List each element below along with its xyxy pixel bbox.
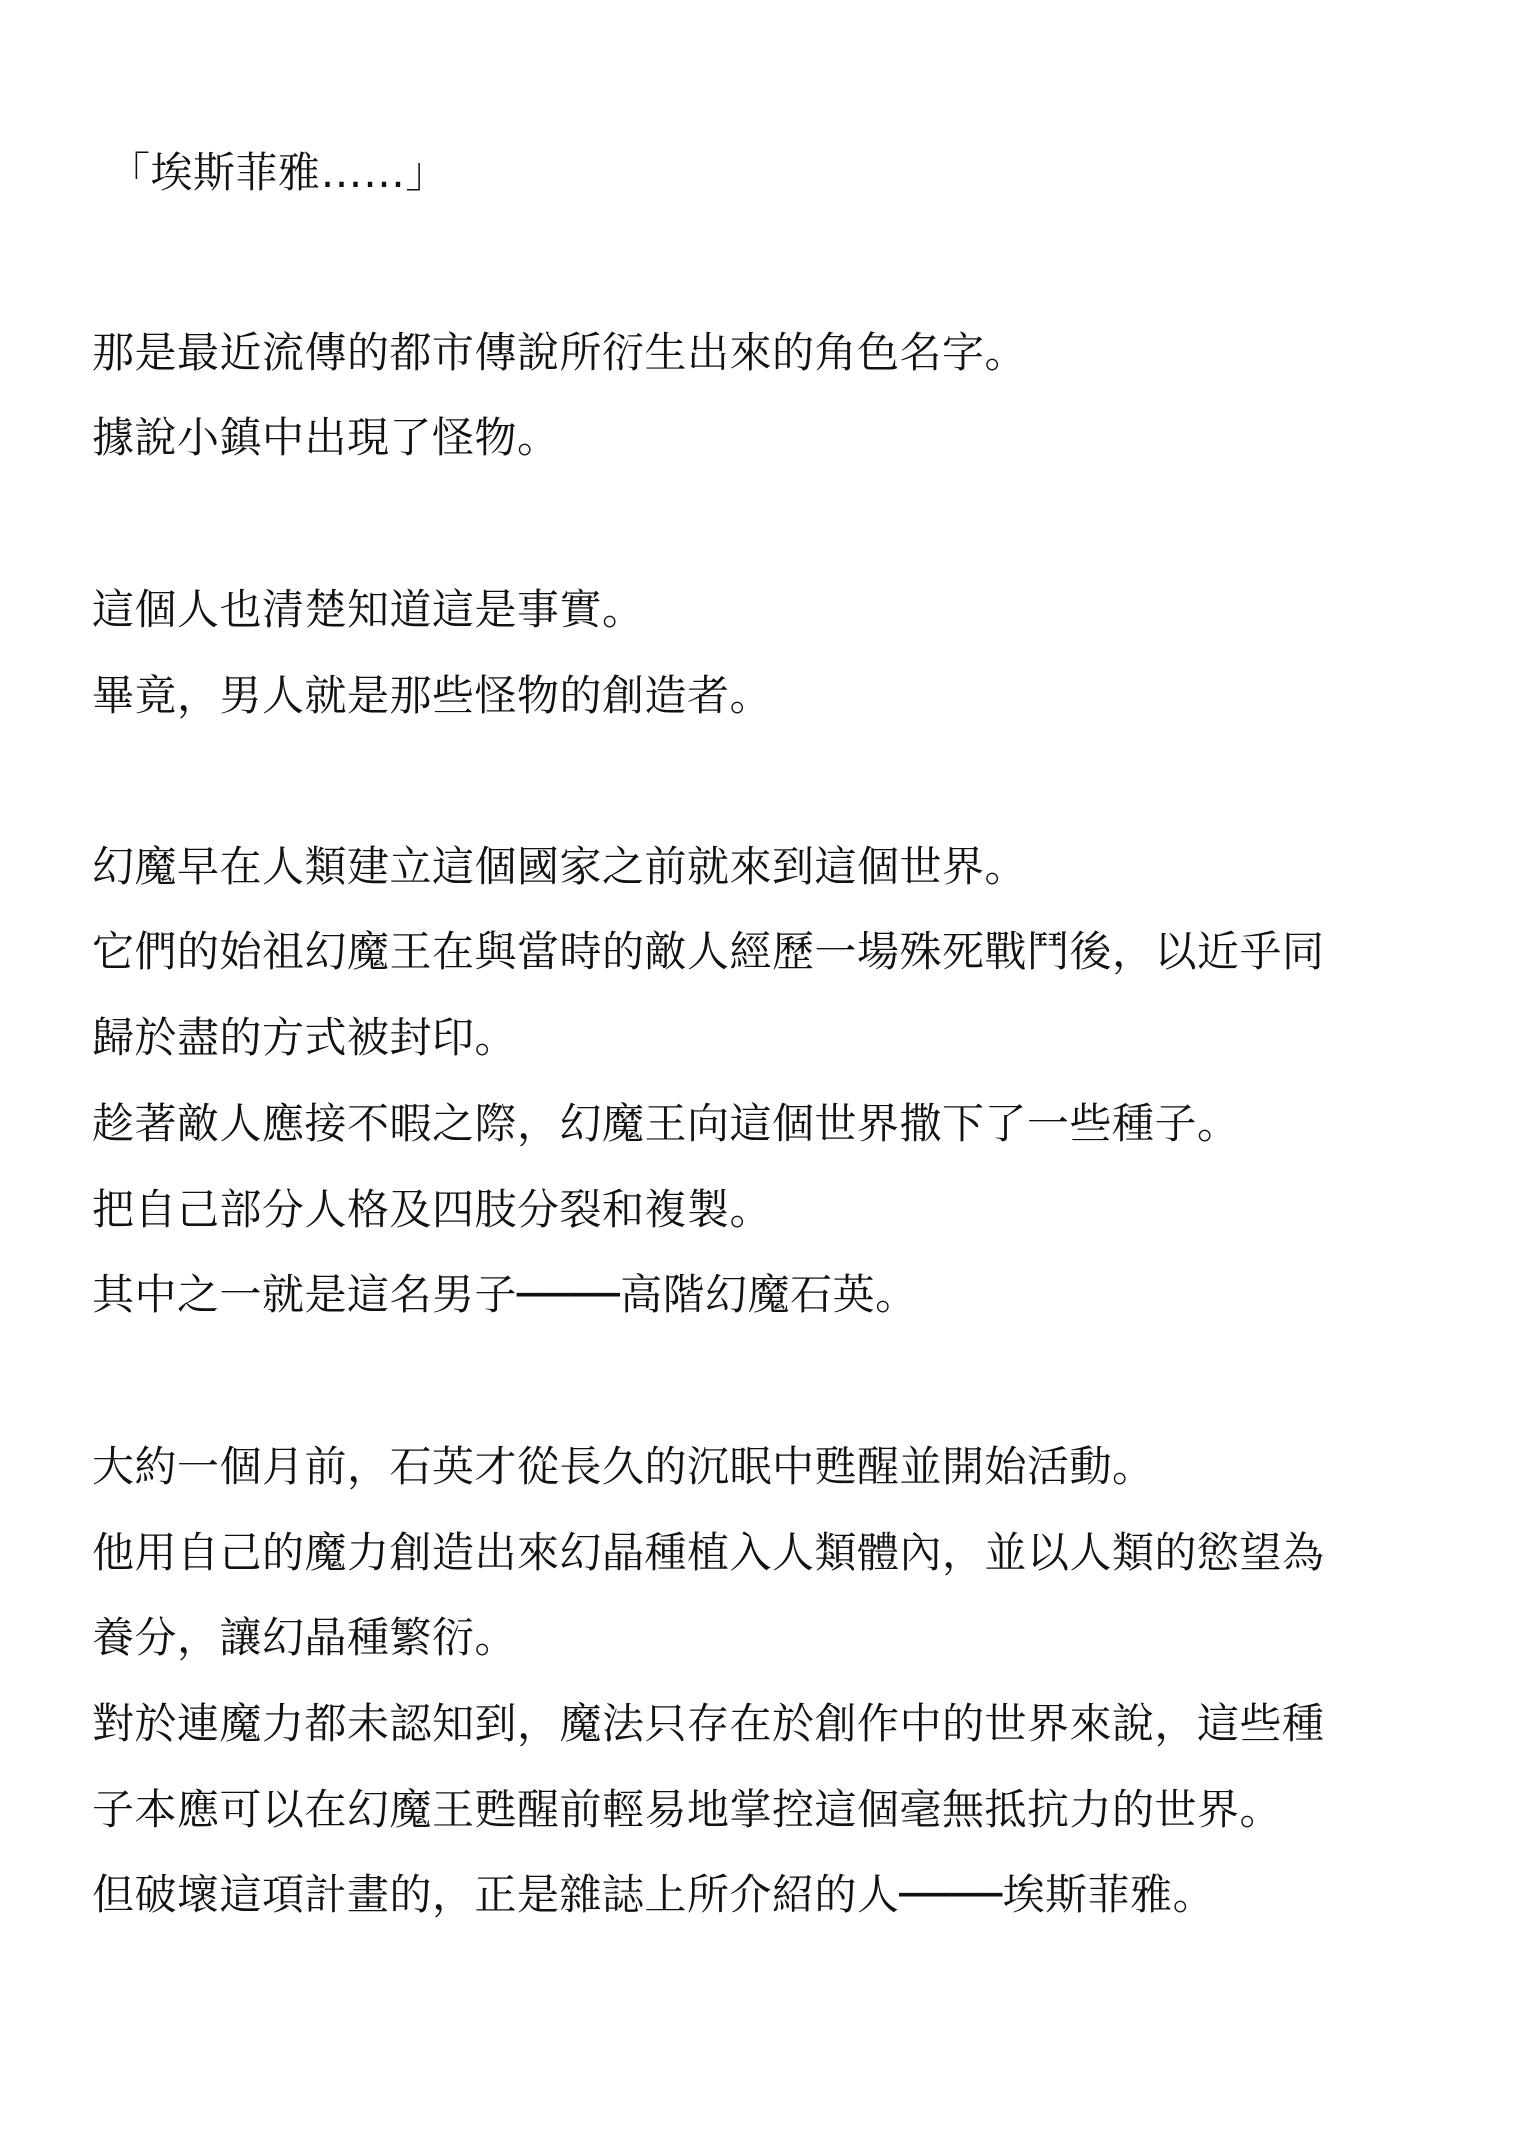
text-line: 這個人也清楚知道這是事實。 — [92, 585, 645, 634]
text-line: 他用自己的魔力創造出來幻晶種植入人類體內，並以人類的慾望為 — [92, 1528, 1325, 1577]
text-line: 把自己部分人格及四肢分裂和複製。 — [92, 1185, 773, 1234]
text-line: 幻魔早在人類建立這個國家之前就來到這個世界。 — [92, 842, 1028, 891]
text-line: 歸於盡的方式被封印。 — [92, 1013, 518, 1062]
text-line: 其中之一就是這名男子────高階幻魔石英。 — [92, 1270, 918, 1319]
text-line: 趁著敵人應接不暇之際，幻魔王向這個世界撒下了一些種子。 — [92, 1099, 1240, 1148]
text-line: 大約一個月前，石英才從長久的沉眠中甦醒並開始活動。 — [92, 1442, 1155, 1491]
text-line: 畢竟，男人就是那些怪物的創造者。 — [92, 671, 773, 720]
text-line: 「埃斯菲雅……」 — [108, 148, 449, 197]
text-line: 那是最近流傳的都市傳說所衍生出來的角色名字。 — [92, 328, 1028, 377]
text-line: 據說小鎮中出現了怪物。 — [92, 413, 560, 462]
text-line: 對於連魔力都未認知到，魔法只存在於創作中的世界來說，這些種 — [92, 1699, 1325, 1748]
text-line: 它們的始祖幻魔王在與當時的敵人經歷一場殊死戰鬥後，以近乎同 — [92, 927, 1325, 976]
text-line: 但破壞這項計畫的，正是雜誌上所介紹的人────埃斯菲雅。 — [92, 1870, 1216, 1919]
text-line: 養分，讓幻晶種繁衍。 — [92, 1613, 518, 1662]
text-line: 子本應可以在幻魔王甦醒前輕易地掌控這個毫無抵抗力的世界。 — [92, 1785, 1283, 1834]
